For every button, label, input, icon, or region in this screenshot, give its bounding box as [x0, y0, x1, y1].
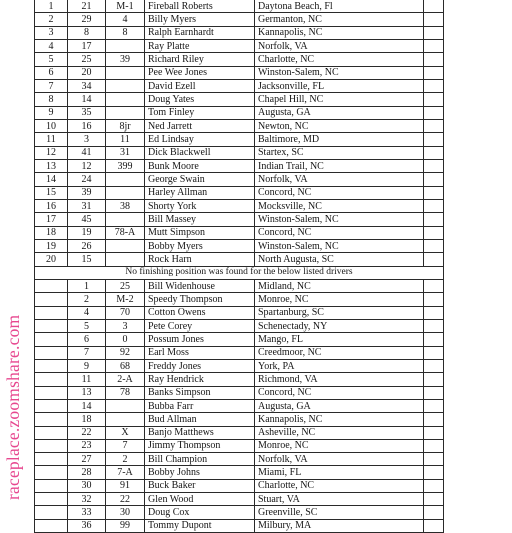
car-number: 39 — [106, 53, 145, 66]
finish-position — [35, 506, 68, 519]
blank-cell — [424, 479, 444, 492]
driver-hometown: Mocksville, NC — [255, 199, 424, 212]
driver-name: Speedy Thompson — [145, 293, 255, 306]
start-position: 15 — [68, 253, 106, 266]
start-position: 31 — [68, 199, 106, 212]
driver-name: Earl Moss — [145, 346, 255, 359]
table-row — [35, 279, 444, 292]
car-number: 38 — [106, 199, 145, 212]
table-row — [35, 293, 444, 306]
car-number: M-1 — [106, 0, 145, 13]
driver-hometown: Charlotte, NC — [255, 479, 424, 492]
car-number — [106, 186, 145, 199]
driver-hometown: Kannapolis, NC — [255, 26, 424, 39]
driver-hometown: Monroe, NC — [255, 439, 424, 452]
driver-hometown: Winston-Salem, NC — [255, 239, 424, 252]
start-position: 34 — [68, 79, 106, 92]
car-number: M-2 — [106, 293, 145, 306]
car-number: 7 — [106, 439, 145, 452]
driver-name: Billy Myers — [145, 13, 255, 26]
finish-position — [35, 479, 68, 492]
finish-position: 3 — [35, 26, 68, 39]
driver-name: Ray Platte — [145, 39, 255, 52]
results-table-body — [35, 0, 444, 533]
finish-position: 15 — [35, 186, 68, 199]
car-number: 2-A — [106, 373, 145, 386]
blank-cell — [424, 319, 444, 332]
start-position: 35 — [68, 106, 106, 119]
car-number: 78 — [106, 386, 145, 399]
blank-cell — [424, 39, 444, 52]
start-position: 22 — [68, 426, 106, 439]
driver-hometown: Norfolk, VA — [255, 453, 424, 466]
finish-position: 11 — [35, 133, 68, 146]
table-row — [35, 333, 444, 346]
driver-name: Jimmy Thompson — [145, 439, 255, 452]
car-number — [106, 239, 145, 252]
blank-cell — [424, 333, 444, 346]
finish-position — [35, 359, 68, 372]
blank-cell — [424, 373, 444, 386]
blank-cell — [424, 426, 444, 439]
driver-hometown: Norfolk, VA — [255, 39, 424, 52]
table-row — [35, 213, 444, 226]
table-row — [35, 426, 444, 439]
finish-position: 2 — [35, 13, 68, 26]
driver-hometown: Augusta, GA — [255, 106, 424, 119]
table-row — [35, 0, 444, 13]
start-position: 25 — [68, 53, 106, 66]
driver-hometown: Creedmoor, NC — [255, 346, 424, 359]
finish-position: 18 — [35, 226, 68, 239]
start-position: 33 — [68, 506, 106, 519]
finish-position — [35, 386, 68, 399]
driver-name: Bobby Myers — [145, 239, 255, 252]
start-position: 32 — [68, 493, 106, 506]
table-row — [35, 133, 444, 146]
car-number — [106, 79, 145, 92]
car-number: 30 — [106, 506, 145, 519]
car-number: 0 — [106, 333, 145, 346]
finish-position: 6 — [35, 66, 68, 79]
finish-position — [35, 333, 68, 346]
blank-cell — [424, 346, 444, 359]
car-number — [106, 66, 145, 79]
start-position: 41 — [68, 146, 106, 159]
car-number: 78-A — [106, 226, 145, 239]
driver-name: Cotton Owens — [145, 306, 255, 319]
driver-name: David Ezell — [145, 79, 255, 92]
driver-name: Fireball Roberts — [145, 0, 255, 13]
finish-position — [35, 466, 68, 479]
driver-name: Doug Yates — [145, 93, 255, 106]
driver-hometown: Startex, SC — [255, 146, 424, 159]
driver-hometown: Miami, FL — [255, 466, 424, 479]
finish-position: 14 — [35, 173, 68, 186]
blank-cell — [424, 399, 444, 412]
blank-cell — [424, 439, 444, 452]
driver-hometown: Augusta, GA — [255, 399, 424, 412]
table-row — [35, 439, 444, 452]
table-row — [35, 479, 444, 492]
table-row — [35, 39, 444, 52]
table-row — [35, 79, 444, 92]
start-position: 13 — [68, 386, 106, 399]
driver-name: Shorty York — [145, 199, 255, 212]
table-row — [35, 186, 444, 199]
driver-name: Mutt Simpson — [145, 226, 255, 239]
driver-name: George Swain — [145, 173, 255, 186]
driver-name: Pete Corey — [145, 319, 255, 332]
table-row — [35, 346, 444, 359]
driver-hometown: Indian Trail, NC — [255, 159, 424, 172]
finish-position — [35, 413, 68, 426]
table-row — [35, 359, 444, 372]
blank-cell — [424, 359, 444, 372]
table-row — [35, 119, 444, 132]
table-row — [35, 239, 444, 252]
table-row — [35, 519, 444, 532]
start-position: 39 — [68, 186, 106, 199]
driver-hometown: Newton, NC — [255, 119, 424, 132]
blank-cell — [424, 26, 444, 39]
blank-cell — [424, 519, 444, 532]
start-position: 21 — [68, 0, 106, 13]
table-row — [35, 399, 444, 412]
car-number — [106, 413, 145, 426]
driver-name: Pee Wee Jones — [145, 66, 255, 79]
driver-hometown: Greenville, SC — [255, 506, 424, 519]
finish-position: 13 — [35, 159, 68, 172]
driver-hometown: Concord, NC — [255, 386, 424, 399]
start-position: 5 — [68, 319, 106, 332]
driver-hometown: Midland, NC — [255, 279, 424, 292]
car-number: 70 — [106, 306, 145, 319]
finish-position — [35, 293, 68, 306]
car-number: 31 — [106, 146, 145, 159]
table-row — [35, 93, 444, 106]
blank-cell — [424, 226, 444, 239]
driver-name: Ralph Earnhardt — [145, 26, 255, 39]
start-position: 11 — [68, 373, 106, 386]
finish-position: 1 — [35, 0, 68, 13]
start-position: 19 — [68, 226, 106, 239]
start-position: 20 — [68, 66, 106, 79]
start-position: 7 — [68, 346, 106, 359]
driver-name: Freddy Jones — [145, 359, 255, 372]
car-number: 4 — [106, 13, 145, 26]
driver-hometown: Asheville, NC — [255, 426, 424, 439]
finish-position: 5 — [35, 53, 68, 66]
start-position: 6 — [68, 333, 106, 346]
table-row — [35, 66, 444, 79]
table-row — [35, 386, 444, 399]
driver-name: Dick Blackwell — [145, 146, 255, 159]
finish-position: 9 — [35, 106, 68, 119]
start-position: 27 — [68, 453, 106, 466]
table-row — [35, 413, 444, 426]
car-number: 25 — [106, 279, 145, 292]
driver-name: Bud Allman — [145, 413, 255, 426]
driver-hometown: Kannapolis, NC — [255, 413, 424, 426]
driver-name: Banks Simpson — [145, 386, 255, 399]
table-row — [35, 226, 444, 239]
car-number: X — [106, 426, 145, 439]
finish-position: 20 — [35, 253, 68, 266]
table-row — [35, 106, 444, 119]
blank-cell — [424, 66, 444, 79]
finish-position — [35, 426, 68, 439]
start-position: 23 — [68, 439, 106, 452]
blank-cell — [424, 306, 444, 319]
start-position: 8 — [68, 26, 106, 39]
finish-position: 8 — [35, 93, 68, 106]
driver-hometown: Winston-Salem, NC — [255, 66, 424, 79]
blank-cell — [424, 386, 444, 399]
start-position: 30 — [68, 479, 106, 492]
driver-name: Bill Widenhouse — [145, 279, 255, 292]
car-number: 68 — [106, 359, 145, 372]
driver-hometown: Jacksonville, FL — [255, 79, 424, 92]
car-number — [106, 106, 145, 119]
start-position: 28 — [68, 466, 106, 479]
driver-hometown: Spartanburg, SC — [255, 306, 424, 319]
blank-cell — [424, 453, 444, 466]
finish-position — [35, 453, 68, 466]
driver-name: Ray Hendrick — [145, 373, 255, 386]
start-position: 24 — [68, 173, 106, 186]
driver-name: Possum Jones — [145, 333, 255, 346]
driver-name: Richard Riley — [145, 53, 255, 66]
table-row — [35, 13, 444, 26]
car-number — [106, 173, 145, 186]
start-position: 9 — [68, 359, 106, 372]
blank-cell — [424, 279, 444, 292]
table-row — [35, 319, 444, 332]
watermark-text: raceplace.zoomshare.com — [3, 314, 23, 500]
driver-hometown: Chapel Hill, NC — [255, 93, 424, 106]
car-number: 92 — [106, 346, 145, 359]
car-number: 91 — [106, 479, 145, 492]
driver-name: Banjo Matthews — [145, 426, 255, 439]
driver-hometown: Daytona Beach, Fl — [255, 0, 424, 13]
start-position: 18 — [68, 413, 106, 426]
blank-cell — [424, 53, 444, 66]
blank-cell — [424, 413, 444, 426]
table-row — [35, 173, 444, 186]
start-position: 36 — [68, 519, 106, 532]
driver-name: Tommy Dupont — [145, 519, 255, 532]
driver-hometown: Mango, FL — [255, 333, 424, 346]
blank-cell — [424, 199, 444, 212]
finish-position: 19 — [35, 239, 68, 252]
driver-name: Bubba Farr — [145, 399, 255, 412]
blank-cell — [424, 186, 444, 199]
driver-hometown: Stuart, VA — [255, 493, 424, 506]
no-finish-note: No finishing position was found for the below listed drivers — [35, 266, 444, 279]
start-position: 12 — [68, 159, 106, 172]
driver-name: Bobby Johns — [145, 466, 255, 479]
driver-name: Bill Champion — [145, 453, 255, 466]
driver-hometown: Concord, NC — [255, 226, 424, 239]
blank-cell — [424, 146, 444, 159]
start-position: 14 — [68, 93, 106, 106]
results-table — [34, 0, 444, 533]
car-number: 399 — [106, 159, 145, 172]
finish-position: 12 — [35, 146, 68, 159]
finish-position — [35, 279, 68, 292]
driver-name: Ed Lindsay — [145, 133, 255, 146]
car-number: 7-A — [106, 466, 145, 479]
start-position: 45 — [68, 213, 106, 226]
driver-name: Rock Harn — [145, 253, 255, 266]
blank-cell — [424, 119, 444, 132]
finish-position — [35, 306, 68, 319]
car-number — [106, 213, 145, 226]
start-position: 16 — [68, 119, 106, 132]
blank-cell — [424, 159, 444, 172]
driver-name: Bill Massey — [145, 213, 255, 226]
car-number: 2 — [106, 453, 145, 466]
table-row — [35, 146, 444, 159]
finish-position — [35, 439, 68, 452]
driver-hometown: Richmond, VA — [255, 373, 424, 386]
finish-position — [35, 519, 68, 532]
start-position: 29 — [68, 13, 106, 26]
driver-name: Harley Allman — [145, 186, 255, 199]
finish-position: 10 — [35, 119, 68, 132]
blank-cell — [424, 293, 444, 306]
car-number: 8 — [106, 26, 145, 39]
driver-hometown: Baltimore, MD — [255, 133, 424, 146]
driver-hometown: York, PA — [255, 359, 424, 372]
car-number — [106, 93, 145, 106]
start-position: 1 — [68, 279, 106, 292]
blank-cell — [424, 173, 444, 186]
start-position: 3 — [68, 133, 106, 146]
blank-cell — [424, 466, 444, 479]
table-row — [35, 199, 444, 212]
driver-name: Bunk Moore — [145, 159, 255, 172]
table-row — [35, 253, 444, 266]
start-position: 17 — [68, 39, 106, 52]
table-row — [35, 159, 444, 172]
blank-cell — [424, 106, 444, 119]
finish-position — [35, 399, 68, 412]
note-row — [35, 266, 444, 279]
driver-hometown: Monroe, NC — [255, 293, 424, 306]
blank-cell — [424, 239, 444, 252]
finish-position — [35, 319, 68, 332]
table-row — [35, 373, 444, 386]
driver-hometown: Schenectady, NY — [255, 319, 424, 332]
car-number: 11 — [106, 133, 145, 146]
start-position: 26 — [68, 239, 106, 252]
finish-position: 4 — [35, 39, 68, 52]
driver-hometown: Norfolk, VA — [255, 173, 424, 186]
driver-hometown: Milbury, MA — [255, 519, 424, 532]
table-row — [35, 453, 444, 466]
driver-name: Buck Baker — [145, 479, 255, 492]
driver-hometown: North Augusta, SC — [255, 253, 424, 266]
blank-cell — [424, 213, 444, 226]
driver-name: Glen Wood — [145, 493, 255, 506]
start-position: 2 — [68, 293, 106, 306]
blank-cell — [424, 79, 444, 92]
car-number: 8jr — [106, 119, 145, 132]
blank-cell — [424, 493, 444, 506]
table-row — [35, 26, 444, 39]
finish-position: 16 — [35, 199, 68, 212]
driver-name: Ned Jarrett — [145, 119, 255, 132]
driver-name: Doug Cox — [145, 506, 255, 519]
finish-position — [35, 346, 68, 359]
table-row — [35, 493, 444, 506]
driver-hometown: Charlotte, NC — [255, 53, 424, 66]
driver-hometown: Concord, NC — [255, 186, 424, 199]
finish-position: 17 — [35, 213, 68, 226]
blank-cell — [424, 133, 444, 146]
car-number: 22 — [106, 493, 145, 506]
car-number — [106, 39, 145, 52]
finish-position: 7 — [35, 79, 68, 92]
driver-hometown: Germanton, NC — [255, 13, 424, 26]
blank-cell — [424, 506, 444, 519]
blank-cell — [424, 13, 444, 26]
blank-cell — [424, 253, 444, 266]
car-number — [106, 399, 145, 412]
blank-cell — [424, 93, 444, 106]
table-row — [35, 466, 444, 479]
car-number — [106, 253, 145, 266]
car-number: 3 — [106, 319, 145, 332]
driver-hometown: Winston-Salem, NC — [255, 213, 424, 226]
table-row — [35, 506, 444, 519]
blank-cell — [424, 0, 444, 13]
driver-name: Tom Finley — [145, 106, 255, 119]
finish-position — [35, 493, 68, 506]
start-position: 14 — [68, 399, 106, 412]
car-number: 99 — [106, 519, 145, 532]
start-position: 4 — [68, 306, 106, 319]
table-row — [35, 53, 444, 66]
table-row — [35, 306, 444, 319]
finish-position — [35, 373, 68, 386]
